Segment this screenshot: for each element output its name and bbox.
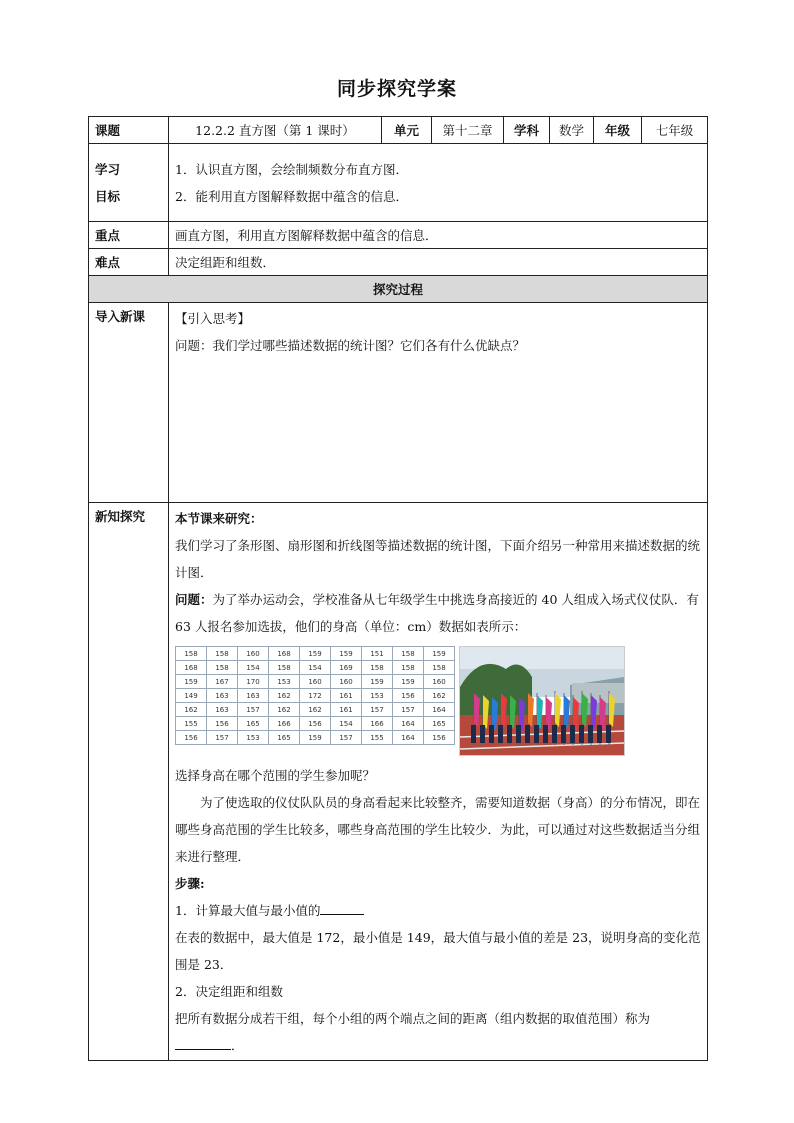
height-cell: 155 xyxy=(176,717,207,731)
data-and-photo xyxy=(175,646,701,756)
height-cell: 159 xyxy=(331,647,362,661)
grade-value: 七年级 xyxy=(642,117,708,144)
height-cell: 158 xyxy=(176,647,207,661)
height-row xyxy=(176,675,455,689)
nk-paragraph-2 xyxy=(175,586,701,640)
difficulty-text: 决定组距和组数． xyxy=(169,249,708,276)
nk-question-label: 问题： xyxy=(175,592,213,607)
nk-paragraph-3: 为了使选取的仪仗队队员的身高看起来比较整齐，需要知道数据（身高）的分布情况，即在哪些身高范围的学生比较多，哪些身高范围的学生比较少．为此，可以通过对这些数据适当分组来进行整理． xyxy=(175,795,701,864)
height-cell: 157 xyxy=(362,703,393,717)
new-knowledge-label: 新知探究 xyxy=(89,503,169,1061)
height-cell: 162 xyxy=(176,703,207,717)
height-cell: 166 xyxy=(362,717,393,731)
goals-content xyxy=(169,144,708,222)
height-cell: 164 xyxy=(393,717,424,731)
height-cell: 157 xyxy=(238,703,269,717)
height-cell: 163 xyxy=(238,689,269,703)
height-cell: 164 xyxy=(393,731,424,745)
height-cell: 165 xyxy=(238,717,269,731)
steps-label: 步骤: xyxy=(175,876,205,891)
intro-heading: 【引入思考】 xyxy=(175,311,251,326)
step-2: 2．决定组距和组数 xyxy=(175,984,283,999)
student-figure xyxy=(534,725,539,743)
student-figure xyxy=(606,725,611,743)
height-cell: 162 xyxy=(269,703,300,717)
height-cell: 158 xyxy=(424,661,455,675)
height-cell: 149 xyxy=(176,689,207,703)
process-header: 探究过程 xyxy=(89,276,708,303)
difficulty-row xyxy=(89,249,708,276)
intro-content xyxy=(169,303,708,503)
step-1-blank[interactable] xyxy=(320,900,364,915)
student-figure xyxy=(525,725,530,743)
goals-row xyxy=(89,144,708,222)
height-cell: 172 xyxy=(300,689,331,703)
height-cell: 154 xyxy=(300,661,331,675)
goals-label-line1: 学习 xyxy=(95,161,121,177)
student-figure xyxy=(570,725,575,743)
page-title: 同步探究学案 xyxy=(336,78,457,100)
height-cell: 158 xyxy=(393,647,424,661)
height-cell: 166 xyxy=(269,717,300,731)
student-figure xyxy=(471,725,476,743)
height-cell: 156 xyxy=(393,689,424,703)
honor-guard-photo-image xyxy=(460,647,624,755)
worksheet-table xyxy=(88,116,708,1061)
height-cell: 168 xyxy=(176,661,207,675)
height-data-table xyxy=(175,646,455,745)
header-row xyxy=(89,117,708,144)
height-cell: 168 xyxy=(269,647,300,661)
nk-select-question: 选择身高在哪个范围的学生参加呢？ xyxy=(175,768,376,783)
height-cell: 160 xyxy=(300,675,331,689)
height-cell: 153 xyxy=(238,731,269,745)
height-cell: 157 xyxy=(393,703,424,717)
height-cell: 163 xyxy=(207,703,238,717)
height-cell: 158 xyxy=(269,661,300,675)
height-cell: 159 xyxy=(393,675,424,689)
height-cell: 165 xyxy=(269,731,300,745)
height-cell: 158 xyxy=(393,661,424,675)
student-figure xyxy=(543,725,548,743)
height-cell: 156 xyxy=(176,731,207,745)
height-cell: 161 xyxy=(331,689,362,703)
height-cell: 155 xyxy=(362,731,393,745)
student-figure xyxy=(507,725,512,743)
student-figure xyxy=(579,725,584,743)
height-cell: 158 xyxy=(207,647,238,661)
height-cell: 158 xyxy=(362,661,393,675)
nk-heading: 本节课来研究： xyxy=(175,511,263,526)
nk-question-text: 为了举办运动会，学校准备从七年级学生中挑选身高接近的 40 人组成入场式仪仗队．有 63 人报名参加选拔，他们的身高（单位：cm）数据如表所示： xyxy=(175,592,699,634)
height-cell: 159 xyxy=(362,675,393,689)
goals-label xyxy=(89,144,169,222)
height-cell: 161 xyxy=(331,703,362,717)
height-cell: 156 xyxy=(300,717,331,731)
nk-paragraph-1: 我们学习了条形图、扇形图和折线图等描述数据的统计图，下面介绍另一种常用来描述数据的统计图． xyxy=(175,538,701,580)
student-figure xyxy=(489,725,494,743)
unit-label: 单元 xyxy=(382,117,432,144)
new-knowledge-content xyxy=(169,503,708,1061)
height-cell: 154 xyxy=(238,661,269,675)
key-point-label: 重点 xyxy=(89,222,169,249)
step-1-text: 1．计算最大值与最小值的 xyxy=(175,903,321,918)
height-cell: 157 xyxy=(331,731,362,745)
height-cell: 169 xyxy=(331,661,362,675)
step-2-end: ． xyxy=(231,1038,244,1053)
intro-question: 问题：我们学过哪些描述数据的统计图？它们各有什么优缺点？ xyxy=(175,338,526,353)
height-row xyxy=(176,717,455,731)
height-cell: 163 xyxy=(207,689,238,703)
subject-value: 数学 xyxy=(550,117,594,144)
height-cell: 160 xyxy=(424,675,455,689)
intro-row xyxy=(89,303,708,503)
student-figure xyxy=(561,725,566,743)
process-header-row xyxy=(89,276,708,303)
step-2-detail xyxy=(175,1005,701,1059)
height-row xyxy=(176,647,455,661)
subject-label: 学科 xyxy=(504,117,550,144)
key-point-text: 画直方图，利用直方图解释数据中蕴含的信息． xyxy=(169,222,708,249)
goals-label-line2: 目标 xyxy=(95,188,121,204)
height-cell: 164 xyxy=(424,703,455,717)
unit-value: 第十二章 xyxy=(432,117,504,144)
height-cell: 159 xyxy=(176,675,207,689)
height-cell: 158 xyxy=(207,661,238,675)
height-cell: 162 xyxy=(424,689,455,703)
height-row xyxy=(176,703,455,717)
height-cell: 153 xyxy=(269,675,300,689)
student-figure xyxy=(498,725,503,743)
height-cell: 159 xyxy=(300,647,331,661)
height-cell: 170 xyxy=(238,675,269,689)
height-cell: 154 xyxy=(331,717,362,731)
height-cell: 165 xyxy=(424,717,455,731)
student-figure xyxy=(516,725,521,743)
student-figure xyxy=(597,725,602,743)
height-cell: 160 xyxy=(238,647,269,661)
student-figure xyxy=(588,725,593,743)
student-figure xyxy=(552,725,557,743)
height-cell: 157 xyxy=(207,731,238,745)
new-knowledge-row xyxy=(89,503,708,1061)
topic-value: 12.2.2 直方图（第 1 课时） xyxy=(169,117,382,144)
key-point-row xyxy=(89,222,708,249)
student-figure xyxy=(480,725,485,743)
step-2-blank[interactable] xyxy=(175,1035,231,1050)
height-cell: 159 xyxy=(424,647,455,661)
step-1-detail: 在表的数据中，最大值是 172，最小值是 149，最大值与最小值的差是 23，说明身高的变化范围是 23． xyxy=(175,930,701,972)
height-cell: 156 xyxy=(424,731,455,745)
honor-guard-photo xyxy=(459,646,625,756)
topic-label: 课题 xyxy=(89,117,169,144)
goal-item-2: 2．能利用直方图解释数据中蕴含的信息． xyxy=(175,188,408,204)
intro-label: 导入新课 xyxy=(89,303,169,503)
height-cell: 162 xyxy=(300,703,331,717)
height-row xyxy=(176,661,455,675)
difficulty-label: 难点 xyxy=(89,249,169,276)
height-row xyxy=(176,689,455,703)
height-cell: 156 xyxy=(207,717,238,731)
height-cell: 162 xyxy=(269,689,300,703)
grade-label: 年级 xyxy=(594,117,642,144)
height-cell: 167 xyxy=(207,675,238,689)
goal-item-1: 1．认识直方图，会绘制频数分布直方图． xyxy=(175,161,408,177)
step-2-detail-text: 把所有数据分成若干组，每个小组的两个端点之间的距离（组内数据的取值范围）称为 xyxy=(175,1011,651,1026)
height-cell: 160 xyxy=(331,675,362,689)
height-row xyxy=(176,731,455,745)
height-cell: 159 xyxy=(300,731,331,745)
height-cell: 151 xyxy=(362,647,393,661)
height-cell: 153 xyxy=(362,689,393,703)
step-1 xyxy=(175,897,701,924)
